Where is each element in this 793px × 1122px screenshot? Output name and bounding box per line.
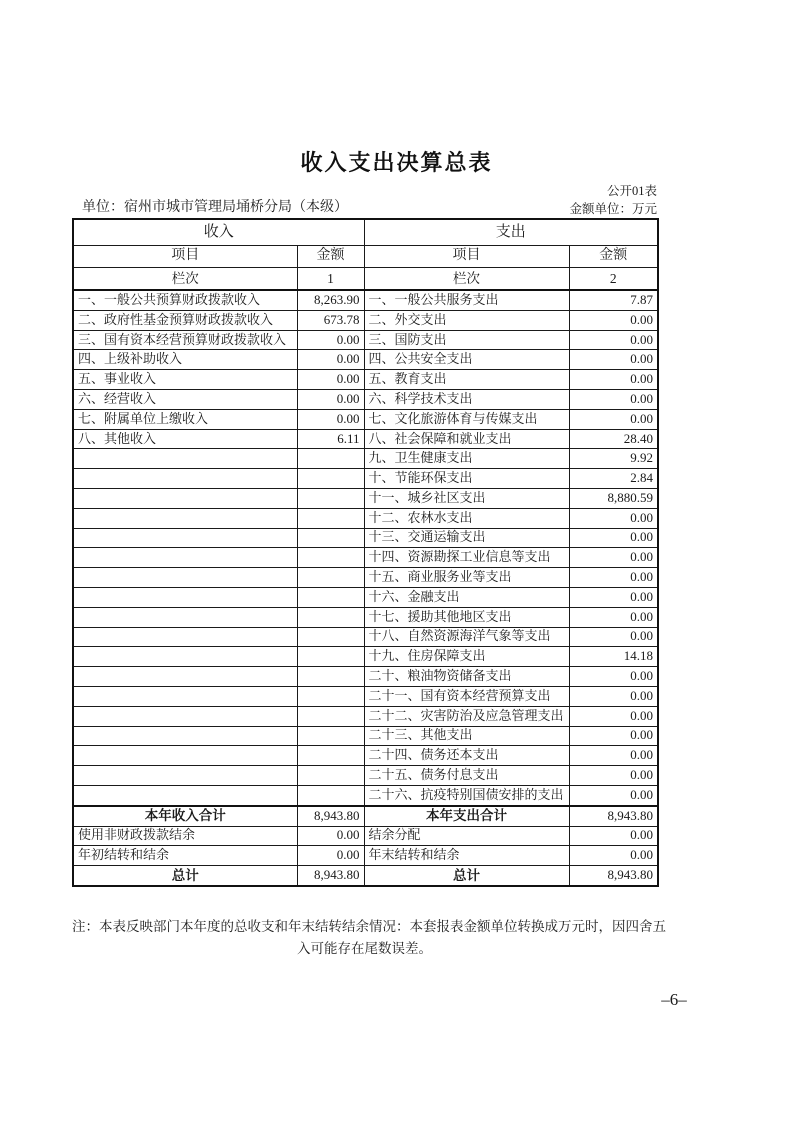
income-item-cell [73,785,297,805]
expense-amount-cell: 0.00 [569,627,658,647]
table-row [73,310,658,330]
expense-amount-cell: 7.87 [569,290,658,310]
expense-item-cell: 十五、商业服务业等支出 [364,568,569,588]
table-row [73,449,658,469]
income-amount-cell: 8,943.80 [297,806,364,826]
expense-item-cell: 一、一般公共服务支出 [364,290,569,310]
income-item-cell [73,587,297,607]
form-number-label: 公开01表 [606,184,657,198]
income-amount-cell [297,587,364,607]
income-item-cell [73,607,297,627]
income-amount-cell [297,667,364,687]
expense-item-cell: 二、外交支出 [364,310,569,330]
income-amount-cell [297,726,364,746]
expense-item-cell: 二十一、国有资本经营预算支出 [364,686,569,706]
income-amount-cell: 0.00 [297,409,364,429]
income-amount-cell [297,686,364,706]
income-index-number: 1 [297,268,364,291]
column-index-row [73,268,658,291]
expense-amount-cell: 28.40 [569,429,658,449]
expense-amount-cell: 0.00 [569,350,658,370]
income-item-cell: 六、经营收入 [73,389,297,409]
table-row [73,726,658,746]
expense-amount-cell: 0.00 [569,667,658,687]
income-amount-cell: 0.00 [297,330,364,350]
expense-amount-cell: 0.00 [569,826,658,846]
expense-item-cell: 总计 [364,866,569,886]
expense-item-cell: 十三、交通运输支出 [364,528,569,548]
expense-amount-cell: 0.00 [569,766,658,786]
income-item-cell [73,766,297,786]
column-header-row [73,246,658,268]
income-item-cell: 本年收入合计 [73,806,297,826]
expense-amount-cell: 8,943.80 [569,806,658,826]
table-row [73,826,658,846]
income-amount-cell [297,488,364,508]
unit-name: 单位：宿州市城市管理局埇桥分局（本级） [82,200,348,215]
income-amount-cell: 0.00 [297,370,364,390]
expense-amount-cell: 0.00 [569,726,658,746]
note-line-1: 注：本表反映部门本年度的总收支和年末结转结余情况：本套报表金额单位转换成万元时，因四舍五 [72,919,666,934]
table-row [73,647,658,667]
expense-item-cell: 十、节能环保支出 [364,469,569,489]
expense-amount-cell: 8,943.80 [569,866,658,886]
income-amount-cell: 8,943.80 [297,866,364,886]
table-row [73,370,658,390]
income-item-cell [73,488,297,508]
table-row [73,785,658,805]
expense-item-cell: 二十四、债务还本支出 [364,746,569,766]
expense-item-cell: 二十五、债务付息支出 [364,766,569,786]
income-amount-cell: 6.11 [297,429,364,449]
income-item-cell [73,726,297,746]
table-row [73,686,658,706]
income-item-cell [73,647,297,667]
income-item-cell [73,508,297,528]
income-item-cell: 五、事业收入 [73,370,297,390]
income-amount-cell [297,508,364,528]
expense-amount-cell: 0.00 [569,607,658,627]
expense-item-cell: 八、社会保障和就业支出 [364,429,569,449]
expense-amount-cell: 0.00 [569,706,658,726]
income-item-cell: 一、一般公共预算财政拨款收入 [73,290,297,310]
income-item-cell [73,746,297,766]
income-amount-cell [297,746,364,766]
income-item-cell: 三、国有资本经营预算财政拨款收入 [73,330,297,350]
expense-item-cell: 七、文化旅游体育与传媒支出 [364,409,569,429]
table-row [73,568,658,588]
expense-item-cell: 三、国防支出 [364,330,569,350]
income-item-cell: 七、附属单位上缴收入 [73,409,297,429]
table-row [73,409,658,429]
income-amount-cell [297,548,364,568]
income-item-cell: 二、政府性基金预算财政拨款收入 [73,310,297,330]
expense-item-cell: 二十、粮油物资储备支出 [364,667,569,687]
expense-item-cell: 十八、自然资源海洋气象等支出 [364,627,569,647]
summary-table [72,218,659,887]
table-row [73,587,658,607]
expense-amount-cell: 0.00 [569,568,658,588]
expense-item-cell: 二十三、其他支出 [364,726,569,746]
expense-amount-cell: 9.92 [569,449,658,469]
note-line-2: 入可能存在尾数误差。 [297,941,432,956]
expense-item-cell: 十二、农林水支出 [364,508,569,528]
income-amount-cell [297,627,364,647]
total-row [73,806,658,826]
expense-amount-cell: 0.00 [569,330,658,350]
expense-amount-cell: 0.00 [569,746,658,766]
expense-item-cell: 十九、住房保障支出 [364,647,569,667]
expense-item-cell: 十六、金融支出 [364,587,569,607]
income-item-header: 项目 [73,246,297,268]
expense-section-header: 支出 [364,219,658,246]
table-row [73,706,658,726]
income-amount-cell [297,766,364,786]
expense-item-cell: 十四、资源勘探工业信息等支出 [364,548,569,568]
expense-item-cell: 年末结转和结余 [364,846,569,866]
expense-item-header: 项目 [364,246,569,268]
income-amount-cell [297,528,364,548]
table-row [73,846,658,866]
income-amount-cell: 0.00 [297,826,364,846]
income-amount-header: 金额 [297,246,364,268]
expense-amount-cell: 14.18 [569,647,658,667]
table-row [73,389,658,409]
income-amount-cell: 0.00 [297,846,364,866]
expense-amount-header: 金额 [569,246,658,268]
amount-unit-label: 金额单位：万元 [569,202,657,216]
table-row [73,667,658,687]
expense-amount-cell: 0.00 [569,548,658,568]
table-row [73,488,658,508]
expense-item-cell: 二十六、抗疫特别国债安排的支出 [364,785,569,805]
table-row [73,469,658,489]
expense-index-number: 2 [569,268,658,291]
table-row [73,766,658,786]
table-row [73,508,658,528]
table-row [73,350,658,370]
expense-item-cell: 六、科学技术支出 [364,389,569,409]
table-row [73,607,658,627]
expense-amount-cell: 0.00 [569,389,658,409]
income-item-cell [73,706,297,726]
income-item-cell [73,469,297,489]
document-title: 收入支出决算总表 [300,151,493,176]
income-item-cell: 使用非财政拨款结余 [73,826,297,846]
income-item-cell: 八、其他收入 [73,429,297,449]
table-row [73,548,658,568]
income-item-cell [73,568,297,588]
table-row [73,429,658,449]
income-amount-cell [297,449,364,469]
expense-item-cell: 本年支出合计 [364,806,569,826]
income-amount-cell [297,469,364,489]
expense-item-cell: 结余分配 [364,826,569,846]
income-item-cell [73,449,297,469]
expense-amount-cell: 0.00 [569,846,658,866]
income-amount-cell [297,568,364,588]
expense-amount-cell: 0.00 [569,587,658,607]
total-row [73,866,658,886]
table-row [73,627,658,647]
expense-amount-cell: 0.00 [569,785,658,805]
expense-item-cell: 九、卫生健康支出 [364,449,569,469]
expense-amount-cell: 0.00 [569,528,658,548]
expense-item-cell: 十七、援助其他地区支出 [364,607,569,627]
income-item-cell [73,528,297,548]
income-item-cell [73,686,297,706]
income-amount-cell: 0.00 [297,350,364,370]
income-amount-cell [297,647,364,667]
income-item-cell [73,667,297,687]
table-note [72,916,666,960]
page-number: –6– [661,990,687,1009]
expense-amount-cell: 0.00 [569,686,658,706]
expense-amount-cell: 0.00 [569,370,658,390]
table-row [73,528,658,548]
income-item-cell: 总计 [73,866,297,886]
income-section-header: 收入 [73,219,364,246]
table-row [73,746,658,766]
section-header-row [73,219,658,246]
income-amount-cell: 673.78 [297,310,364,330]
income-amount-cell [297,706,364,726]
income-item-cell: 四、上级补助收入 [73,350,297,370]
income-item-cell [73,627,297,647]
expense-item-cell: 十一、城乡社区支出 [364,488,569,508]
expense-amount-cell: 0.00 [569,409,658,429]
expense-item-cell: 二十二、灾害防治及应急管理支出 [364,706,569,726]
income-item-cell: 年初结转和结余 [73,846,297,866]
expense-amount-cell: 0.00 [569,310,658,330]
table-row [73,330,658,350]
expense-item-cell: 四、公共安全支出 [364,350,569,370]
income-index-label: 栏次 [73,268,297,291]
income-amount-cell [297,607,364,627]
table-row [73,290,658,310]
expense-amount-cell: 8,880.59 [569,488,658,508]
expense-index-label: 栏次 [364,268,569,291]
income-amount-cell [297,785,364,805]
income-amount-cell: 8,263.90 [297,290,364,310]
income-amount-cell: 0.00 [297,389,364,409]
income-item-cell [73,548,297,568]
expense-amount-cell: 2.84 [569,469,658,489]
expense-item-cell: 五、教育支出 [364,370,569,390]
expense-amount-cell: 0.00 [569,508,658,528]
